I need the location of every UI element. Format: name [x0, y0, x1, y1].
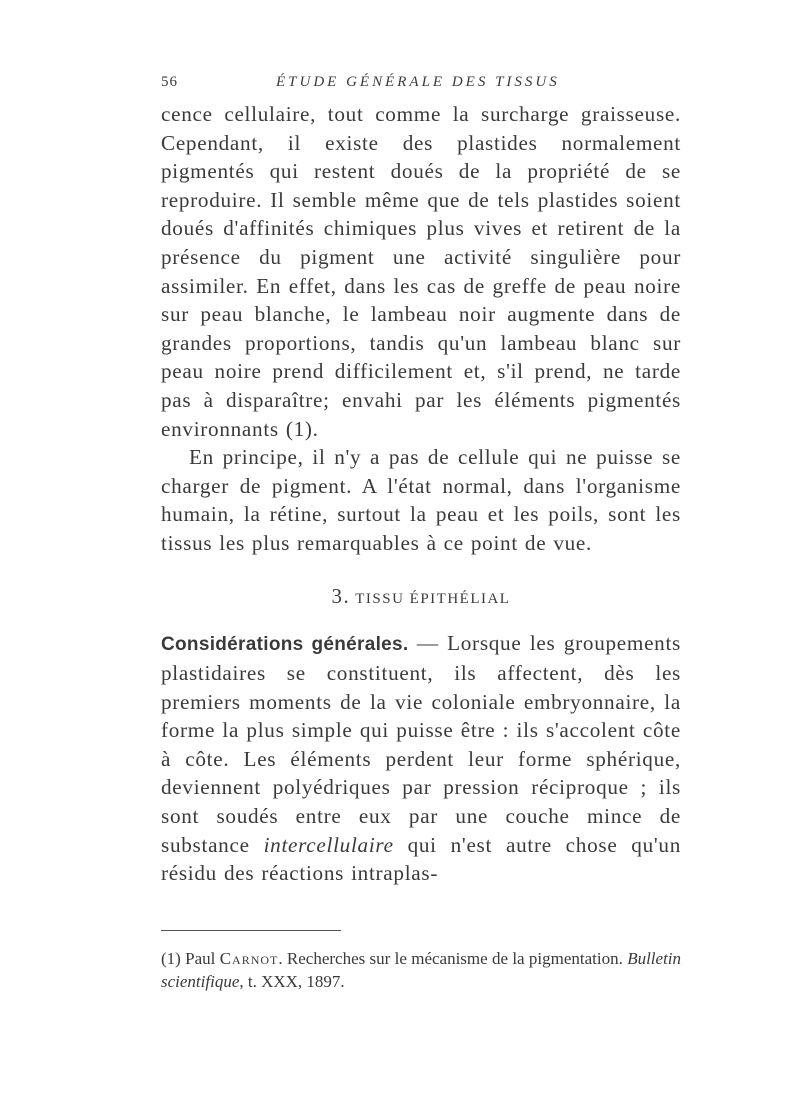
body-paragraph-2: En principe, il n'y a pas de cellule qui ne puisse se charger de pigment. A l'état normal, dans l'organisme humain, la rétine, surtout la peau et les poils, sont les tissus les plus remarquables à ce point de vue.: [161, 445, 681, 555]
body-paragraph-1: cence cellulaire, tout comme la surcharge graisseuse. Cependant, il existe des plastides normalement pigmentés qui restent doués de la propriété de se reproduire. Il semble même que de tels plastides soient doués d'affinités chimiques plus vives et retirent de la présence du pigment une activité singulière pour assimiler. En effet, dans les cas de greffe de peau noire sur peau blanche, le lambeau noir augmente dans de grandes proportions, tandis qu'un lambeau blanc sur peau noire prend difficilement et, s'il prend, ne tarde pas à disparaître; envahi par les éléments pigmentés environnants (1).: [161, 102, 681, 441]
footnote-author-last: Carnot: [219, 948, 279, 968]
paragraph-text-1: — Lorsque les groupements plastidaires se constituent, ils affectent, dès les premiers moments de la vie coloniale embryonnaire, la forme la plus simple qui puisse être : ils s'accolent côte à côte. Les éléments perdent leur forme sphérique, deviennent polyédriques par pression réciproque ; ils sont soudés entre eux par une couche mince de substance: [161, 630, 682, 857]
footnote-text: . Recherches sur le mécanisme de la pigmentation.: [278, 948, 628, 968]
paragraph-text-2: qui n'est autre chose qu'un résidu des réactions intraplas-: [161, 832, 681, 886]
page-number: 56: [161, 74, 178, 90]
running-head: [161, 74, 681, 100]
footnote: [161, 947, 681, 993]
footnote-rule: [161, 930, 341, 931]
footnote-marker: (1): [161, 948, 181, 968]
footnote-author-first: Paul: [185, 948, 216, 968]
book-page: [161, 74, 681, 993]
footnote-rest: , t. XXX, 1897.: [239, 971, 345, 991]
section-heading: [161, 584, 681, 609]
section-paragraph: [161, 629, 681, 888]
paragraph-headword: Considérations générales.: [161, 633, 409, 655]
running-title: ÉTUDE GÉNÉRALE DES TISSUS: [276, 74, 560, 90]
italic-term: intercellulaire: [263, 832, 394, 857]
section-number: 3.: [331, 583, 351, 608]
section-title: TISSU ÉPITHÉLIAL: [355, 590, 511, 607]
footnote-journal: Bulletin scientifique: [161, 948, 682, 991]
